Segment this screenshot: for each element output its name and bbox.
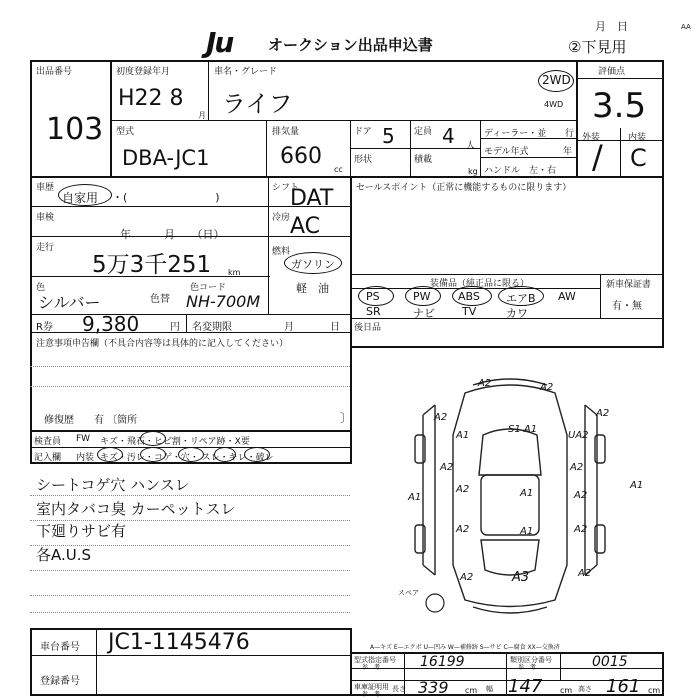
fw-label: FW (76, 434, 91, 444)
displacement-value: 660 (280, 144, 322, 169)
car-name-label: 車名・グレード (214, 67, 278, 77)
exterior-label: 外装 (582, 133, 601, 143)
interior-label: 内装 (628, 133, 647, 143)
handle-label: ハンドル 左・右 (484, 166, 557, 176)
length-cm: cm (465, 686, 478, 695)
height-label: 高さ (578, 685, 592, 693)
damage-code: A1 (630, 480, 644, 491)
damage-code: A1 (456, 430, 470, 441)
new-car-warranty-label: 新車保証書 (606, 280, 652, 290)
model-year-label: モデル年式 (484, 147, 529, 157)
light-oil-label: 軽 油 (296, 282, 329, 295)
first-reg-value: H22 8 (118, 86, 184, 111)
damage-code: A2 (440, 462, 454, 473)
length-label: 長さ (392, 685, 406, 693)
color-code-label: 色コード (190, 283, 227, 293)
fuel-value: ガソリン (291, 258, 335, 271)
shift-label: シフト (272, 183, 300, 193)
width-cm: cm (560, 686, 573, 695)
equip-airbag-circle (498, 286, 544, 306)
damage-legend: A—キズ E—エクボ U—凹み W—補修跡 S—サビ C—腐食 XX—交換済 (370, 644, 560, 651)
history-rest: ・( ) (112, 191, 220, 204)
door-value: 5 (382, 124, 395, 148)
interior-grade: C (630, 144, 647, 172)
damage-code: A2 (478, 378, 492, 389)
int-sure-circle (244, 447, 270, 462)
lot-no-value: 103 (46, 112, 104, 147)
fw-hiseki-circle (140, 431, 166, 446)
equip-ps-circle (358, 286, 394, 306)
kg-label: kg (468, 167, 478, 176)
load-label: 積載 (414, 155, 433, 165)
type-cert-label: 型式指定番号 (354, 656, 396, 664)
damage-code: A1 (408, 492, 422, 503)
damage-code: UA2 (568, 430, 589, 441)
aa-label: AA (681, 23, 691, 31)
aftermarket-label: 後日品 (354, 323, 382, 333)
copy-label: ②下見用 (568, 38, 627, 56)
equip-pw-circle (405, 286, 441, 306)
equip-sr: SR (366, 305, 381, 318)
dealer-label: ディーラー・並 (484, 129, 547, 139)
damage-code: S1 A1 (508, 424, 538, 435)
color-change-label: 色替 (150, 294, 170, 305)
damage-code: A2 (460, 572, 474, 583)
model-value: DBA-JC1 (122, 146, 210, 170)
damage-code: A2 (574, 490, 588, 501)
equip-leather: カワ (506, 307, 528, 320)
equip-ps: PS (366, 290, 380, 303)
notes-label: 注意事項申告欄（不具合内容等は具体的に記入してください） (36, 339, 289, 349)
chassis-no-value: JC1-1145476 (108, 630, 250, 655)
shape-label: 形状 (354, 155, 373, 165)
shift-value: DAT (290, 186, 334, 211)
dealer-yr-label: 行 (565, 129, 575, 139)
sales-frame (350, 176, 664, 348)
year-suffix-label: 年 (563, 147, 573, 157)
drive-value: 2WD (542, 73, 571, 87)
lot-no-label: 出品番号 (36, 67, 73, 77)
spare-label: スペア (398, 589, 419, 597)
chassis-no-label: 車台番号 (40, 642, 80, 653)
history-option: 自家用 (62, 191, 99, 205)
repair-close: 〕 (340, 411, 353, 425)
first-reg-label: 初度登録年月 (116, 67, 171, 77)
interior-check-label: 内装 (76, 453, 95, 463)
car-diagram (395, 375, 625, 620)
inspection-date-label: 年 月 （日） (120, 228, 225, 241)
mileage-label: 走行 (36, 243, 55, 253)
name-change-label: 名変期限 (192, 322, 232, 333)
int-ana-circle (214, 447, 236, 462)
class-code-value: 0015 (592, 654, 628, 670)
ac-value: AC (290, 214, 321, 239)
damage-code: A1 (520, 488, 534, 499)
date-label: 月 日 (595, 20, 628, 33)
mileage-value: 5万3千251 (92, 252, 212, 278)
class-code-label: 類別区分番号 (510, 656, 552, 664)
warranty-options: 有・無 (612, 301, 642, 312)
equip-abs-circle (452, 286, 492, 306)
entry-label: 記入欄 (34, 453, 62, 463)
type-cert-value: 16199 (420, 654, 465, 670)
damage-code: A2 (570, 462, 584, 473)
damage-code: A3 (512, 570, 530, 585)
model-label: 型式 (116, 127, 135, 137)
equip-navi: ナビ (413, 307, 435, 320)
fw-items: キズ・飛石・ヒビ割・リペア跡・X要 (100, 437, 250, 447)
note-line-3: 下廻りサビ有 (36, 522, 127, 540)
score-value: 3.5 (592, 86, 647, 126)
history-label: 車歴 (36, 183, 55, 193)
damage-code: A2 (456, 484, 470, 495)
equip-abs: ABS (458, 290, 480, 303)
int-koge-circle (178, 447, 204, 462)
first-reg-month: 月 (198, 111, 206, 120)
color-code-value: NH-700M (186, 292, 261, 311)
car-name-value: ライフ (222, 90, 293, 118)
width-value: 147 (508, 676, 543, 697)
inspection-label: 車検 (36, 213, 55, 223)
int-kizu-circle (97, 447, 123, 462)
equip-tv: TV (462, 305, 477, 318)
damage-code: A2 (434, 412, 448, 423)
capacity-label: 定員 (414, 127, 433, 137)
km-label: km (228, 268, 241, 277)
damage-code: A2 (596, 408, 610, 419)
sales-point-label: セールスポイント（正常に機能するものに限ります） (356, 183, 572, 193)
fuel-label: 燃料 (272, 247, 291, 257)
interior-items: キズ・汚レ・コゲ・穴・ スレ・キレ・破レ (100, 453, 274, 463)
nc-day-label: 日 (330, 322, 340, 333)
score-label: 評価点 (598, 67, 626, 77)
inspector-label: 検査員 (34, 437, 62, 447)
damage-code: A1 (520, 526, 534, 537)
damage-code: A2 (578, 568, 592, 579)
recycle-label: R券 (36, 322, 53, 333)
ac-label: 冷房 (272, 213, 291, 223)
equipment-label: 装備品（純正品に限る） (430, 279, 530, 289)
reg-no-label: 登録番号 (40, 676, 80, 687)
width-label: 幅 (486, 685, 493, 693)
int-yogore-circle (140, 447, 166, 462)
repair-history-label: 修復歴 有 〔箇所 (44, 415, 138, 426)
form-title: オークション出品申込書 (268, 36, 433, 54)
height-value: 161 (606, 676, 641, 697)
damage-code: A2 (456, 524, 470, 535)
cert-dims-label: 車庫証明用 (354, 683, 389, 691)
ref1-label: 参 考 (362, 664, 381, 671)
height-cm: cm (648, 686, 661, 695)
brand-logo: Ju (206, 26, 233, 59)
exterior-grade: / (592, 138, 603, 176)
door-label: ドア (354, 127, 372, 137)
note-line-2: 室内タバコ臭 カーペットスレ (36, 500, 236, 518)
note-line-4: 各A.U.S (36, 546, 92, 564)
yen-label: 円 (170, 322, 180, 333)
equip-aw: AW (558, 290, 576, 303)
displacement-label: 排気量 (272, 127, 300, 137)
drive-4wd-label: 4WD (544, 100, 564, 109)
length-value: 339 (418, 678, 449, 697)
recycle-value: 9,380 (82, 312, 140, 336)
ref3-label: 参 考 (362, 691, 381, 698)
damage-code: A2 (574, 524, 588, 535)
nc-month-label: 月 (284, 322, 294, 333)
history-circle (58, 184, 112, 206)
note-line-1: シートコゲ穴 ハンスレ (36, 476, 190, 494)
damage-code: A2 (540, 382, 554, 393)
equip-airbag: エアB (506, 292, 536, 305)
color-value: シルバー (38, 293, 101, 312)
color-label: 色 (36, 283, 46, 293)
cc-label: cc (334, 165, 343, 174)
ref2-label: 参 考 (518, 664, 537, 671)
person-label: 人 (466, 141, 476, 151)
equip-pw: PW (413, 290, 431, 303)
capacity-value: 4 (442, 124, 455, 148)
